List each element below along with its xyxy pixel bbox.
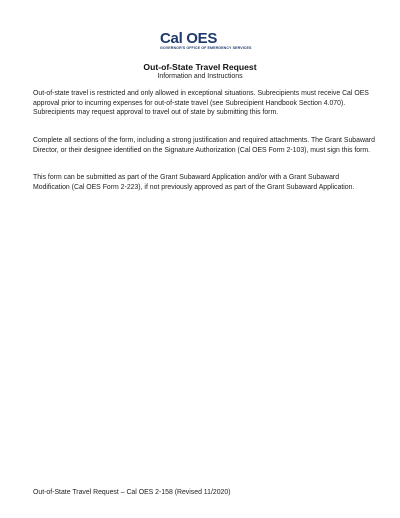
logo-wordmark (160, 31, 252, 51)
paragraph-travel-restriction: Out-of-state travel is restricted and only allowed in exceptional situations. Subrecipients must receive Cal OES approval prior to incurring expenses for out-of-state travel (see Subrecipient Handbook Section 4.070). Subrecipients may request approval to travel out of state by submitting this form. (33, 90, 369, 116)
logo-name: Cal OES (160, 30, 218, 48)
logo-tagline: GOVERNOR'S OFFICE OF EMERGENCY SERVICES (160, 46, 252, 51)
page-subtitle: Information and Instructions (157, 73, 243, 80)
paragraph-submission-options: This form can be submitted as part of the Grant Subaward Application and/or with a Grant Subaward Modification (Cal OES Form 2-223), if not previously approved as part of the Grant Subaward Application. (33, 174, 355, 191)
paragraph-completion-instructions: Complete all sections of the form, including a strong justification and required attachments. The Grant Subaward Director, or their designee identified on the Signature Authorization (Cal OES Form 2-103), must sign this form. (33, 137, 375, 154)
page-title: Out-of-State Travel Request (143, 62, 257, 72)
cal-oes-logo (156, 26, 252, 56)
page-footer: Out-of-State Travel Request – Cal OES 2-158 (Revised 11/2020) (33, 489, 231, 496)
